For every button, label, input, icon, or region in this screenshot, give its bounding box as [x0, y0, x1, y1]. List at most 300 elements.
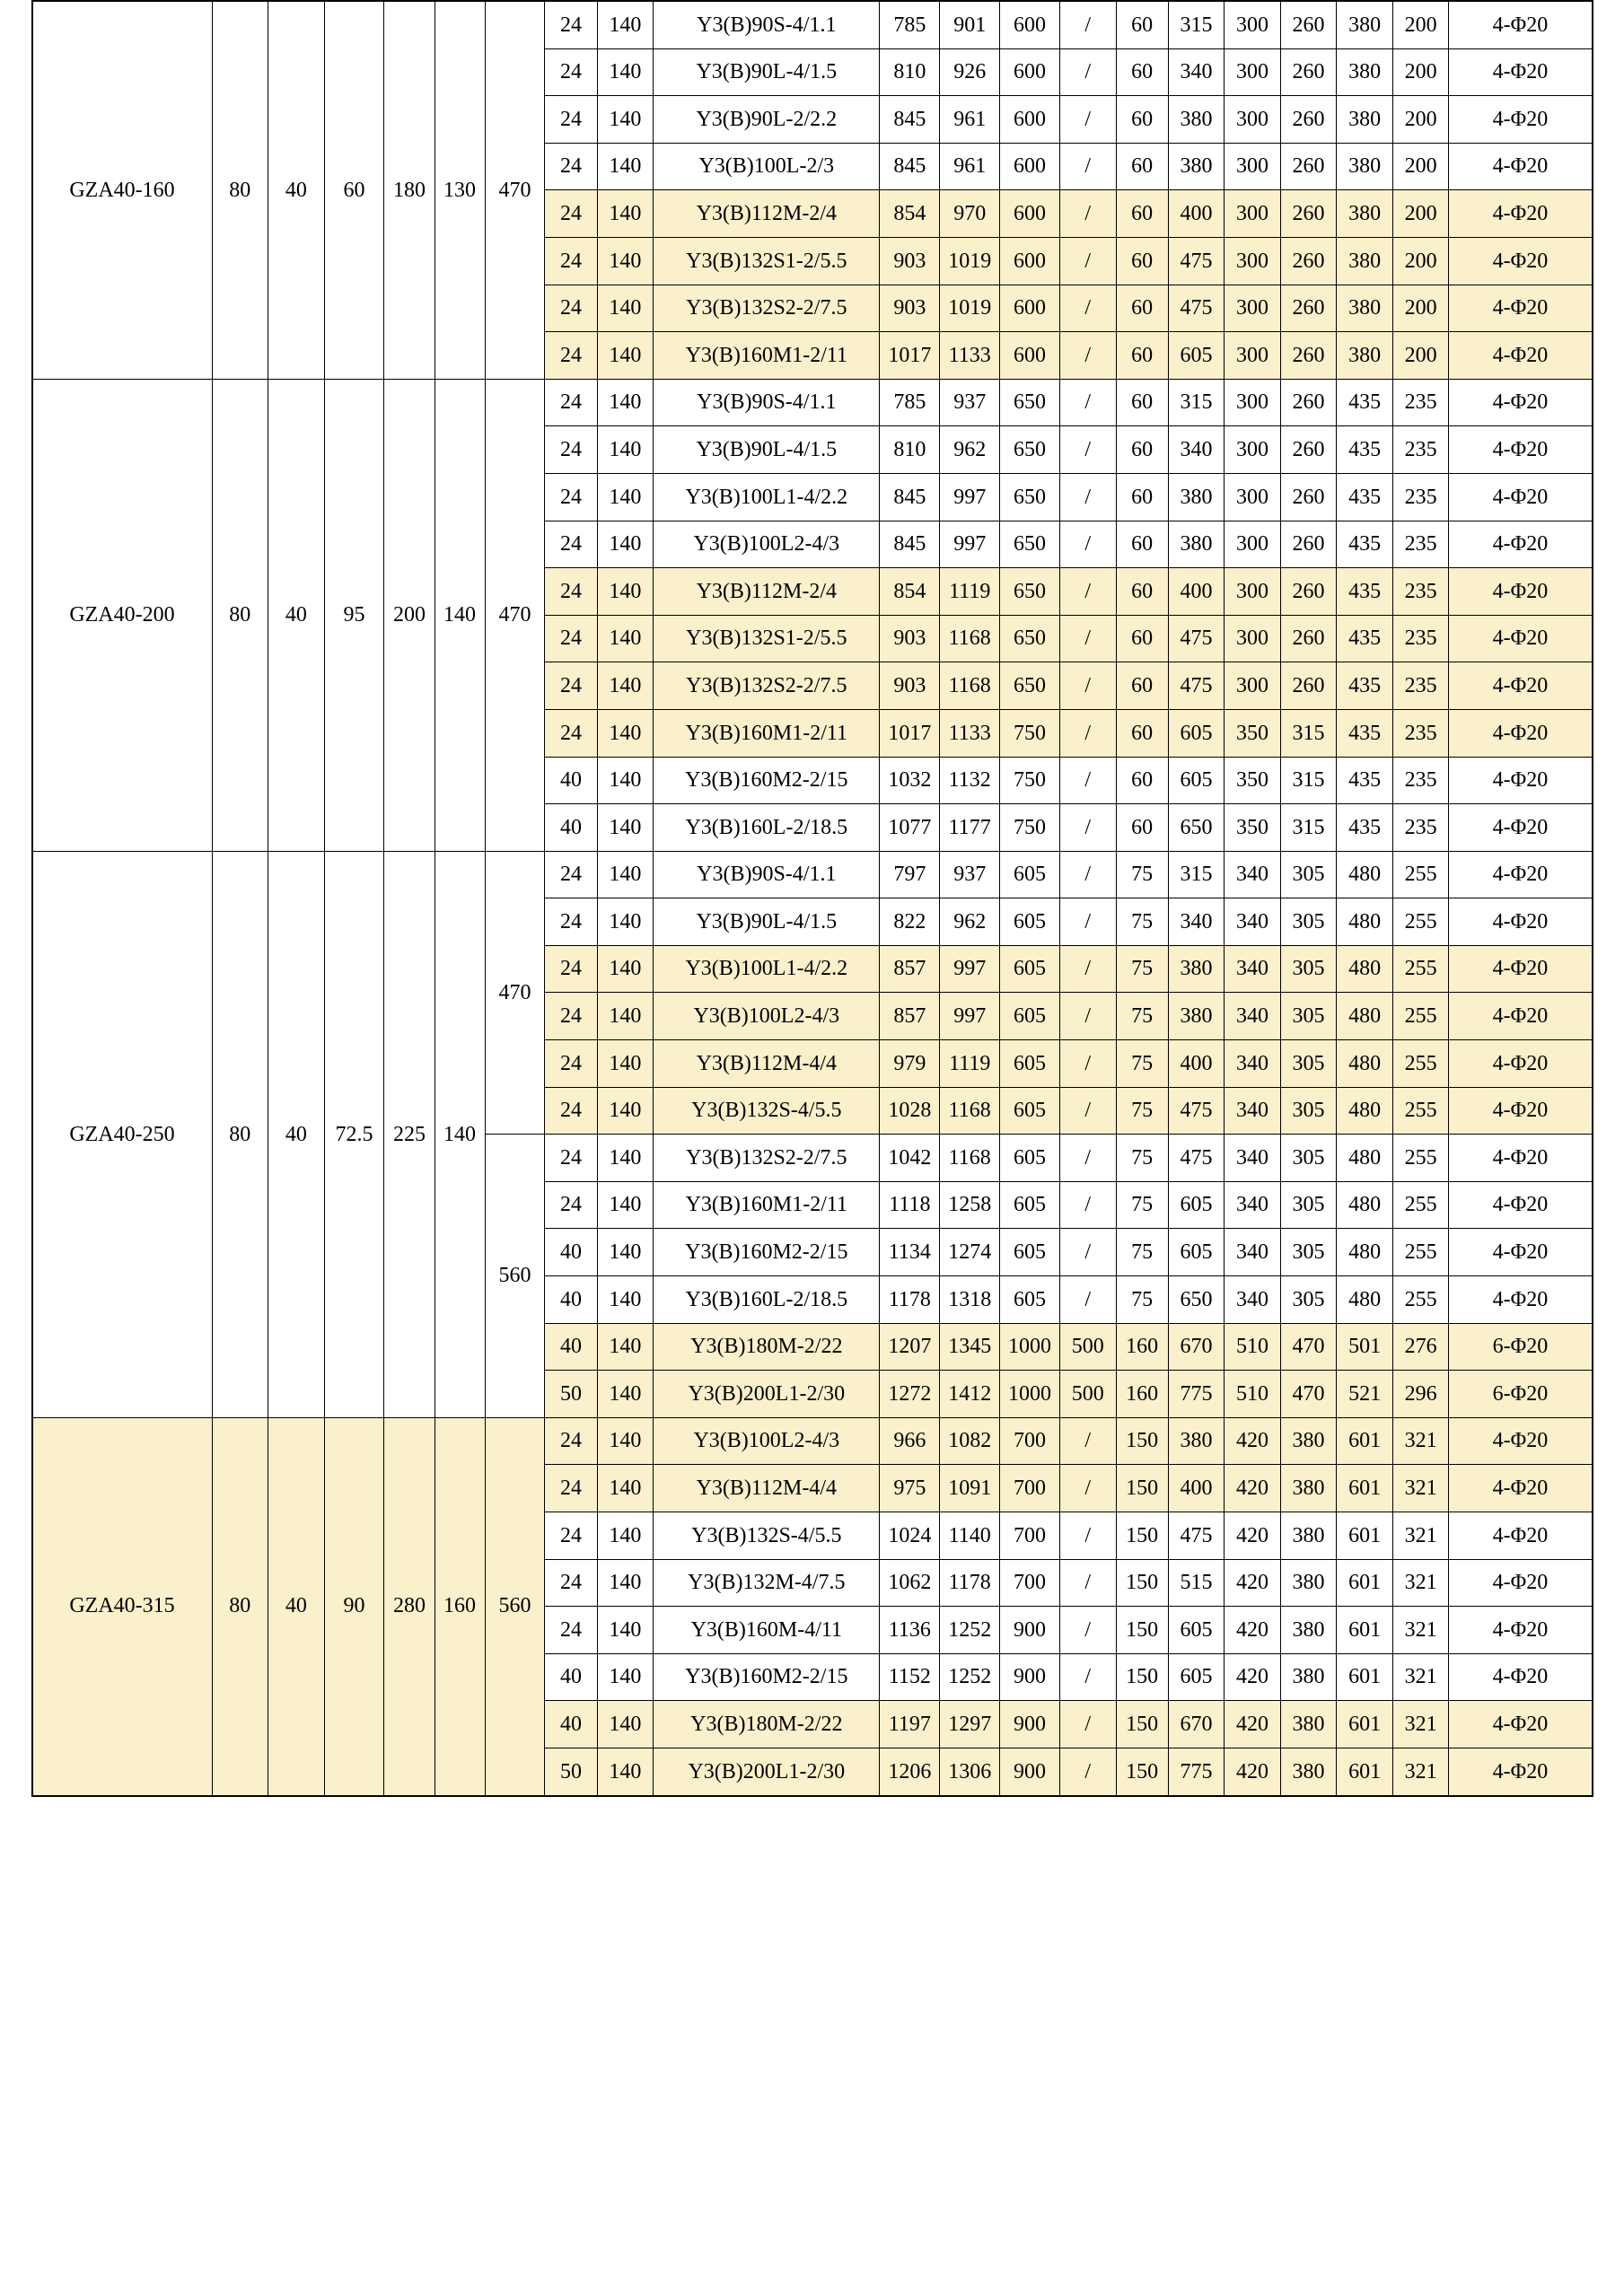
cell-n: 380: [1168, 993, 1225, 1040]
cell-k: 750: [1000, 709, 1060, 757]
cell-j: 937: [940, 851, 1000, 898]
cell-p: 260: [1280, 143, 1337, 190]
cell-k: 600: [1000, 332, 1060, 380]
cell-i: 1134: [880, 1229, 940, 1276]
cell-j: 1119: [940, 568, 1000, 616]
cell-m: 160: [1116, 1323, 1168, 1371]
cell-g: 24: [545, 237, 597, 285]
cell-p: 260: [1280, 521, 1337, 568]
cell-bolts: 4-Φ20: [1449, 1040, 1593, 1088]
cell-h: 140: [597, 804, 654, 852]
cell-m: 75: [1116, 945, 1168, 993]
cell-i: 810: [880, 426, 940, 474]
cell-r: 255: [1392, 1276, 1449, 1324]
cell-r: 200: [1392, 332, 1449, 380]
cell-k: 700: [1000, 1559, 1060, 1607]
cell-p: 380: [1280, 1512, 1337, 1560]
cell-n: 340: [1168, 426, 1225, 474]
cell-q: 501: [1337, 1323, 1393, 1371]
cell-p: 260: [1280, 662, 1337, 710]
cell-b: 40: [268, 851, 325, 1417]
cell-r: 235: [1392, 662, 1449, 710]
cell-p: 470: [1280, 1323, 1337, 1371]
cell-l: /: [1059, 285, 1116, 332]
cell-g: 50: [545, 1748, 597, 1795]
cell-m: 60: [1116, 709, 1168, 757]
cell-n: 605: [1168, 757, 1225, 804]
cell-g: 40: [545, 804, 597, 852]
cell-r: 200: [1392, 190, 1449, 238]
cell-n: 315: [1168, 379, 1225, 426]
cell-k: 650: [1000, 568, 1060, 616]
cell-o: 340: [1225, 1040, 1281, 1088]
cell-c: 95: [324, 379, 384, 851]
cell-h: 140: [597, 709, 654, 757]
cell-j: 970: [940, 190, 1000, 238]
cell-motor: Y3(B)100L2-4/3: [654, 1417, 880, 1465]
cell-d: 280: [384, 1417, 435, 1795]
cell-q: 480: [1337, 945, 1393, 993]
cell-i: 1152: [880, 1653, 940, 1701]
cell-p: 380: [1280, 1701, 1337, 1748]
cell-motor: Y3(B)112M-4/4: [654, 1465, 880, 1512]
cell-p: 315: [1280, 757, 1337, 804]
cell-p: 305: [1280, 1135, 1337, 1182]
cell-h: 140: [597, 1701, 654, 1748]
cell-b: 40: [268, 1417, 325, 1795]
cell-j: 997: [940, 473, 1000, 521]
cell-g: 40: [545, 757, 597, 804]
cell-j: 937: [940, 379, 1000, 426]
cell-m: 60: [1116, 662, 1168, 710]
cell-o: 420: [1225, 1417, 1281, 1465]
cell-motor: Y3(B)160L-2/18.5: [654, 804, 880, 852]
cell-motor: Y3(B)132S2-2/7.5: [654, 662, 880, 710]
cell-l: 500: [1059, 1323, 1116, 1371]
cell-i: 785: [880, 1, 940, 48]
cell-model: GZA40-160: [32, 1, 213, 379]
cell-r: 255: [1392, 945, 1449, 993]
cell-o: 510: [1225, 1323, 1281, 1371]
cell-g: 24: [545, 1512, 597, 1560]
cell-j: 1133: [940, 332, 1000, 380]
cell-j: 1178: [940, 1559, 1000, 1607]
cell-i: 797: [880, 851, 940, 898]
cell-n: 400: [1168, 1465, 1225, 1512]
cell-r: 235: [1392, 568, 1449, 616]
cell-r: 321: [1392, 1559, 1449, 1607]
cell-o: 300: [1225, 568, 1281, 616]
cell-g: 24: [545, 521, 597, 568]
cell-k: 605: [1000, 1229, 1060, 1276]
cell-q: 435: [1337, 757, 1393, 804]
cell-h: 140: [597, 96, 654, 144]
cell-k: 900: [1000, 1748, 1060, 1795]
cell-k: 600: [1000, 143, 1060, 190]
cell-l: /: [1059, 521, 1116, 568]
cell-g: 24: [545, 1135, 597, 1182]
cell-l: /: [1059, 1653, 1116, 1701]
cell-r: 235: [1392, 426, 1449, 474]
cell-j: 1133: [940, 709, 1000, 757]
cell-motor: Y3(B)132S2-2/7.5: [654, 285, 880, 332]
cell-g: 24: [545, 1, 597, 48]
cell-g: 50: [545, 1371, 597, 1418]
cell-l: /: [1059, 1276, 1116, 1324]
cell-bolts: 4-Φ20: [1449, 1512, 1593, 1560]
cell-l: /: [1059, 1748, 1116, 1795]
cell-r: 276: [1392, 1323, 1449, 1371]
cell-q: 435: [1337, 615, 1393, 662]
cell-l: /: [1059, 237, 1116, 285]
cell-f: 560: [485, 1417, 545, 1795]
cell-bolts: 4-Φ20: [1449, 190, 1593, 238]
cell-b: 40: [268, 1, 325, 379]
cell-l: /: [1059, 1512, 1116, 1560]
cell-o: 340: [1225, 898, 1281, 946]
cell-p: 315: [1280, 804, 1337, 852]
cell-g: 24: [545, 568, 597, 616]
cell-j: 997: [940, 945, 1000, 993]
cell-bolts: 4-Φ20: [1449, 615, 1593, 662]
cell-j: 1412: [940, 1371, 1000, 1418]
cell-motor: Y3(B)90S-4/1.1: [654, 379, 880, 426]
cell-o: 510: [1225, 1371, 1281, 1418]
cell-h: 140: [597, 993, 654, 1040]
cell-l: /: [1059, 379, 1116, 426]
cell-p: 260: [1280, 1, 1337, 48]
cell-p: 260: [1280, 568, 1337, 616]
cell-r: 235: [1392, 804, 1449, 852]
cell-k: 650: [1000, 521, 1060, 568]
cell-motor: Y3(B)100L2-4/3: [654, 521, 880, 568]
cell-p: 380: [1280, 1653, 1337, 1701]
cell-motor: Y3(B)90L-2/2.2: [654, 96, 880, 144]
cell-p: 260: [1280, 379, 1337, 426]
cell-j: 1318: [940, 1276, 1000, 1324]
cell-a: 80: [212, 1, 268, 379]
cell-l: /: [1059, 1417, 1116, 1465]
cell-l: /: [1059, 851, 1116, 898]
cell-p: 260: [1280, 237, 1337, 285]
cell-j: 961: [940, 143, 1000, 190]
cell-o: 340: [1225, 851, 1281, 898]
cell-l: /: [1059, 1229, 1116, 1276]
cell-i: 1042: [880, 1135, 940, 1182]
cell-g: 24: [545, 945, 597, 993]
cell-model: GZA40-315: [32, 1417, 213, 1795]
cell-g: 40: [545, 1323, 597, 1371]
cell-g: 24: [545, 898, 597, 946]
cell-p: 305: [1280, 898, 1337, 946]
cell-a: 80: [212, 851, 268, 1417]
cell-g: 24: [545, 332, 597, 380]
cell-n: 340: [1168, 898, 1225, 946]
cell-r: 255: [1392, 1229, 1449, 1276]
cell-l: /: [1059, 615, 1116, 662]
cell-g: 24: [545, 1417, 597, 1465]
cell-g: 24: [545, 1087, 597, 1135]
cell-f: 470: [485, 851, 545, 1135]
cell-i: 857: [880, 993, 940, 1040]
cell-g: 40: [545, 1276, 597, 1324]
cell-g: 24: [545, 190, 597, 238]
cell-m: 150: [1116, 1559, 1168, 1607]
cell-n: 380: [1168, 521, 1225, 568]
cell-k: 900: [1000, 1607, 1060, 1654]
cell-motor: Y3(B)160M2-2/15: [654, 1229, 880, 1276]
cell-n: 380: [1168, 143, 1225, 190]
cell-h: 140: [597, 1559, 654, 1607]
cell-m: 150: [1116, 1607, 1168, 1654]
cell-o: 300: [1225, 237, 1281, 285]
cell-j: 997: [940, 993, 1000, 1040]
cell-i: 966: [880, 1417, 940, 1465]
cell-g: 24: [545, 96, 597, 144]
cell-h: 140: [597, 851, 654, 898]
cell-m: 60: [1116, 615, 1168, 662]
cell-r: 200: [1392, 48, 1449, 96]
cell-bolts: 4-Φ20: [1449, 48, 1593, 96]
cell-p: 260: [1280, 332, 1337, 380]
cell-m: 150: [1116, 1701, 1168, 1748]
cell-motor: Y3(B)112M-2/4: [654, 568, 880, 616]
cell-p: 305: [1280, 1181, 1337, 1229]
cell-b: 40: [268, 379, 325, 851]
cell-i: 1024: [880, 1512, 940, 1560]
cell-o: 340: [1225, 993, 1281, 1040]
cell-q: 601: [1337, 1465, 1393, 1512]
cell-n: 400: [1168, 1040, 1225, 1088]
cell-m: 60: [1116, 804, 1168, 852]
cell-p: 305: [1280, 1229, 1337, 1276]
cell-h: 140: [597, 1607, 654, 1654]
cell-l: /: [1059, 1701, 1116, 1748]
cell-q: 435: [1337, 709, 1393, 757]
cell-p: 305: [1280, 851, 1337, 898]
cell-n: 650: [1168, 1276, 1225, 1324]
cell-l: /: [1059, 709, 1116, 757]
cell-i: 1032: [880, 757, 940, 804]
cell-bolts: 4-Φ20: [1449, 851, 1593, 898]
cell-o: 300: [1225, 426, 1281, 474]
cell-n: 605: [1168, 1229, 1225, 1276]
cell-bolts: 4-Φ20: [1449, 1748, 1593, 1795]
cell-bolts: 4-Φ20: [1449, 945, 1593, 993]
cell-f: 560: [485, 1135, 545, 1418]
cell-a: 80: [212, 379, 268, 851]
cell-bolts: 4-Φ20: [1449, 379, 1593, 426]
cell-q: 380: [1337, 143, 1393, 190]
cell-i: 903: [880, 285, 940, 332]
cell-n: 670: [1168, 1701, 1225, 1748]
cell-j: 997: [940, 521, 1000, 568]
cell-k: 600: [1000, 237, 1060, 285]
table-row: [32, 379, 1593, 426]
cell-r: 235: [1392, 379, 1449, 426]
cell-h: 140: [597, 1653, 654, 1701]
cell-p: 380: [1280, 1465, 1337, 1512]
cell-motor: Y3(B)160M-4/11: [654, 1607, 880, 1654]
cell-o: 300: [1225, 473, 1281, 521]
cell-q: 601: [1337, 1512, 1393, 1560]
cell-q: 480: [1337, 1229, 1393, 1276]
cell-h: 140: [597, 1323, 654, 1371]
cell-q: 435: [1337, 379, 1393, 426]
cell-n: 315: [1168, 851, 1225, 898]
cell-q: 435: [1337, 804, 1393, 852]
cell-j: 1091: [940, 1465, 1000, 1512]
cell-p: 260: [1280, 615, 1337, 662]
cell-l: /: [1059, 1135, 1116, 1182]
cell-i: 903: [880, 662, 940, 710]
cell-g: 24: [545, 1040, 597, 1088]
cell-m: 150: [1116, 1512, 1168, 1560]
cell-o: 420: [1225, 1701, 1281, 1748]
cell-j: 1019: [940, 285, 1000, 332]
cell-j: 1132: [940, 757, 1000, 804]
cell-q: 480: [1337, 1040, 1393, 1088]
cell-m: 60: [1116, 96, 1168, 144]
cell-m: 160: [1116, 1371, 1168, 1418]
cell-l: /: [1059, 1040, 1116, 1088]
cell-r: 321: [1392, 1701, 1449, 1748]
cell-p: 305: [1280, 945, 1337, 993]
cell-n: 475: [1168, 237, 1225, 285]
cell-j: 1258: [940, 1181, 1000, 1229]
cell-k: 605: [1000, 1181, 1060, 1229]
cell-r: 255: [1392, 1087, 1449, 1135]
cell-r: 321: [1392, 1653, 1449, 1701]
cell-h: 140: [597, 1181, 654, 1229]
cell-o: 300: [1225, 379, 1281, 426]
cell-q: 480: [1337, 1181, 1393, 1229]
cell-o: 340: [1225, 1229, 1281, 1276]
cell-motor: Y3(B)100L1-4/2.2: [654, 945, 880, 993]
cell-h: 140: [597, 757, 654, 804]
cell-g: 24: [545, 851, 597, 898]
cell-p: 315: [1280, 709, 1337, 757]
cell-h: 140: [597, 379, 654, 426]
cell-h: 140: [597, 1229, 654, 1276]
cell-bolts: 4-Φ20: [1449, 1417, 1593, 1465]
cell-q: 380: [1337, 48, 1393, 96]
cell-o: 350: [1225, 757, 1281, 804]
cell-p: 380: [1280, 1607, 1337, 1654]
cell-g: 40: [545, 1229, 597, 1276]
cell-n: 340: [1168, 48, 1225, 96]
cell-n: 775: [1168, 1371, 1225, 1418]
cell-bolts: 4-Φ20: [1449, 1087, 1593, 1135]
cell-h: 140: [597, 1748, 654, 1795]
cell-r: 321: [1392, 1607, 1449, 1654]
cell-i: 903: [880, 237, 940, 285]
cell-r: 255: [1392, 1135, 1449, 1182]
cell-i: 1028: [880, 1087, 940, 1135]
cell-l: /: [1059, 48, 1116, 96]
cell-motor: Y3(B)90L-4/1.5: [654, 48, 880, 96]
cell-h: 140: [597, 1, 654, 48]
cell-g: 24: [545, 285, 597, 332]
cell-i: 810: [880, 48, 940, 96]
cell-f: 470: [485, 1, 545, 379]
cell-motor: Y3(B)100L2-4/3: [654, 993, 880, 1040]
cell-l: /: [1059, 1087, 1116, 1135]
cell-n: 400: [1168, 568, 1225, 616]
cell-m: 75: [1116, 1087, 1168, 1135]
cell-h: 140: [597, 662, 654, 710]
cell-h: 140: [597, 48, 654, 96]
cell-motor: Y3(B)160M1-2/11: [654, 1181, 880, 1229]
cell-h: 140: [597, 426, 654, 474]
cell-q: 601: [1337, 1748, 1393, 1795]
cell-o: 340: [1225, 1181, 1281, 1229]
cell-e: 140: [435, 851, 485, 1417]
cell-r: 200: [1392, 143, 1449, 190]
cell-c: 90: [324, 1417, 384, 1795]
cell-d: 180: [384, 1, 435, 379]
cell-g: 24: [545, 426, 597, 474]
table-body: [32, 1, 1593, 1796]
cell-motor: Y3(B)160L-2/18.5: [654, 1276, 880, 1324]
cell-bolts: 6-Φ20: [1449, 1371, 1593, 1418]
cell-m: 60: [1116, 568, 1168, 616]
cell-i: 1017: [880, 709, 940, 757]
cell-m: 60: [1116, 48, 1168, 96]
cell-m: 60: [1116, 190, 1168, 238]
cell-o: 420: [1225, 1465, 1281, 1512]
cell-h: 140: [597, 237, 654, 285]
cell-r: 200: [1392, 285, 1449, 332]
cell-h: 140: [597, 615, 654, 662]
cell-k: 605: [1000, 993, 1060, 1040]
cell-m: 60: [1116, 473, 1168, 521]
cell-n: 605: [1168, 332, 1225, 380]
cell-q: 435: [1337, 662, 1393, 710]
cell-o: 340: [1225, 1087, 1281, 1135]
cell-n: 475: [1168, 1512, 1225, 1560]
cell-m: 150: [1116, 1748, 1168, 1795]
cell-e: 130: [435, 1, 485, 379]
cell-m: 60: [1116, 379, 1168, 426]
cell-bolts: 4-Φ20: [1449, 426, 1593, 474]
cell-q: 480: [1337, 993, 1393, 1040]
cell-o: 300: [1225, 48, 1281, 96]
cell-i: 845: [880, 96, 940, 144]
cell-motor: Y3(B)160M1-2/11: [654, 332, 880, 380]
cell-bolts: 4-Φ20: [1449, 1559, 1593, 1607]
cell-bolts: 4-Φ20: [1449, 709, 1593, 757]
cell-h: 140: [597, 898, 654, 946]
cell-bolts: 4-Φ20: [1449, 568, 1593, 616]
cell-o: 340: [1225, 1135, 1281, 1182]
cell-o: 300: [1225, 190, 1281, 238]
cell-q: 435: [1337, 521, 1393, 568]
cell-m: 60: [1116, 757, 1168, 804]
cell-k: 750: [1000, 757, 1060, 804]
cell-c: 72.5: [324, 851, 384, 1417]
cell-bolts: 4-Φ20: [1449, 804, 1593, 852]
cell-k: 650: [1000, 615, 1060, 662]
cell-motor: Y3(B)90S-4/1.1: [654, 1, 880, 48]
cell-motor: Y3(B)90L-4/1.5: [654, 898, 880, 946]
cell-j: 1274: [940, 1229, 1000, 1276]
cell-n: 670: [1168, 1323, 1225, 1371]
cell-n: 605: [1168, 709, 1225, 757]
cell-l: /: [1059, 662, 1116, 710]
cell-m: 75: [1116, 851, 1168, 898]
cell-bolts: 4-Φ20: [1449, 1135, 1593, 1182]
